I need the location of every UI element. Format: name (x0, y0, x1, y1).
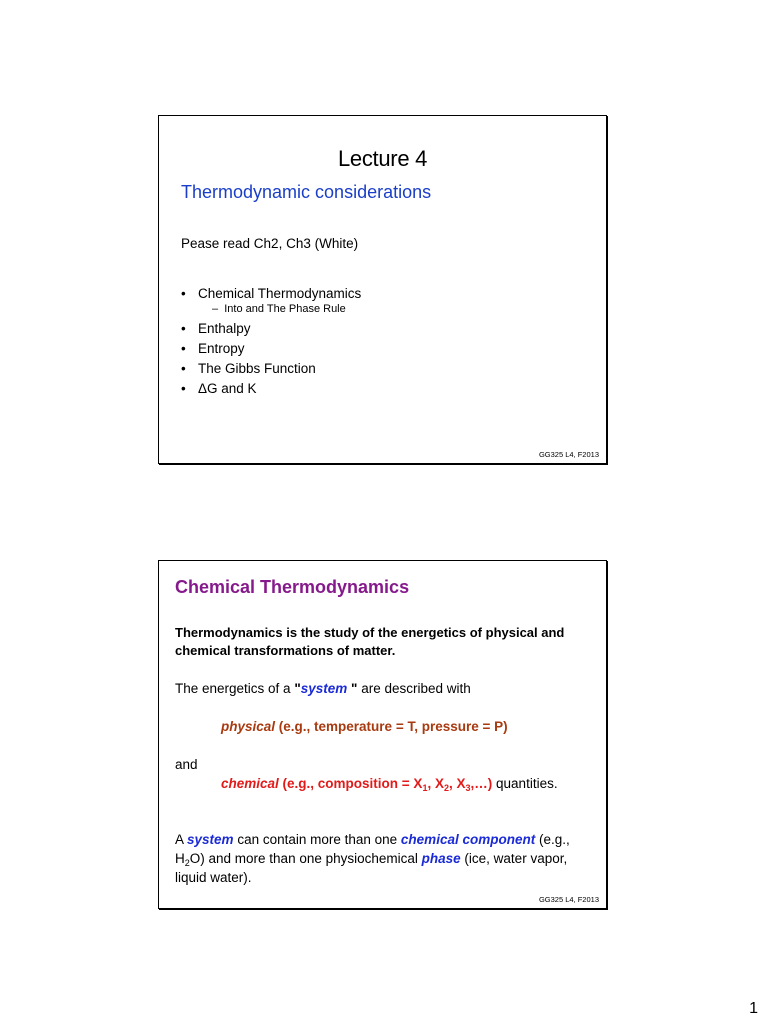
dash-icon: – (212, 303, 219, 315)
separator-2: , X (449, 776, 466, 791)
list-item-label: Chemical Thermodynamics (198, 286, 362, 301)
topic-list (181, 284, 361, 399)
sub-list-item-label: Into and The Phase Rule (224, 303, 346, 315)
para-a: A (175, 832, 188, 847)
list-item-label: The Gibbs Function (198, 361, 316, 376)
energetics-line (175, 681, 471, 696)
chemical-detail-prefix: (e.g., composition = X (278, 776, 423, 791)
para-text-3: O) and more than one physiochemical (189, 851, 422, 866)
list-item (181, 339, 361, 359)
system-term: system (300, 681, 348, 696)
list-item-label: ΔG and K (198, 381, 257, 396)
list-item (181, 379, 361, 399)
subscript-2: 2 (443, 783, 449, 793)
bullet-icon: • (181, 321, 186, 336)
bullet-icon: • (181, 341, 186, 356)
chemical-component-term: chemical component (400, 832, 536, 847)
chemical-term: chemical (221, 776, 279, 791)
physical-quantities (221, 719, 508, 734)
list-item (181, 319, 361, 339)
slide-title: Lecture 4 (337, 146, 428, 171)
chemical-detail-suffix: ,…) (470, 776, 493, 791)
sub-list-item (181, 302, 361, 316)
slide-footer: GG325 L4, F2013 (538, 450, 599, 459)
slide-title: Chemical Thermodynamics (175, 577, 410, 597)
list-item (181, 284, 361, 304)
chemical-quantities (221, 776, 558, 791)
para-text-1: can contain more than one (233, 832, 401, 847)
phase-term: phase (421, 851, 461, 866)
bullet-icon: • (181, 381, 186, 396)
energetics-prefix: The energetics of a (175, 681, 295, 696)
para-text-2: (e.g., H (175, 832, 570, 866)
close-quote: " (347, 681, 358, 696)
page-number: 1 (749, 1000, 758, 1017)
chemical-tail: quantities. (492, 776, 558, 791)
slide-subtitle: Thermodynamic considerations (181, 182, 432, 202)
and-text: and (175, 757, 198, 772)
separator-1: , X (427, 776, 444, 791)
slide-footer: GG325 L4, F2013 (538, 895, 599, 904)
system-term: system (187, 832, 234, 847)
subscript-1: 1 (422, 783, 428, 793)
definition-text: Thermodynamics is the study of the energetics of physical and chemical transformations of matter. (175, 625, 565, 658)
list-item-label: Enthalpy (198, 321, 251, 336)
para-text-4: (ice, water vapor, liquid water). (175, 851, 568, 885)
subscript-3: 3 (465, 783, 471, 793)
physical-detail: (e.g., temperature = T, pressure = P) (275, 719, 508, 734)
list-item-label: Entropy (198, 341, 245, 356)
reading-assignment: Pease read Ch2, Ch3 (White) (181, 236, 359, 251)
slide-chemical-thermodynamics (158, 560, 607, 909)
energetics-suffix: are described with (357, 681, 471, 696)
bullet-icon: • (181, 361, 186, 376)
subscript-2: 2 (184, 858, 190, 868)
bullet-icon: • (181, 286, 186, 301)
open-quote: " (294, 681, 301, 696)
slide-lecture-4 (158, 115, 607, 464)
system-description (175, 830, 600, 887)
list-item (181, 359, 361, 379)
physical-term: physical (221, 719, 276, 734)
